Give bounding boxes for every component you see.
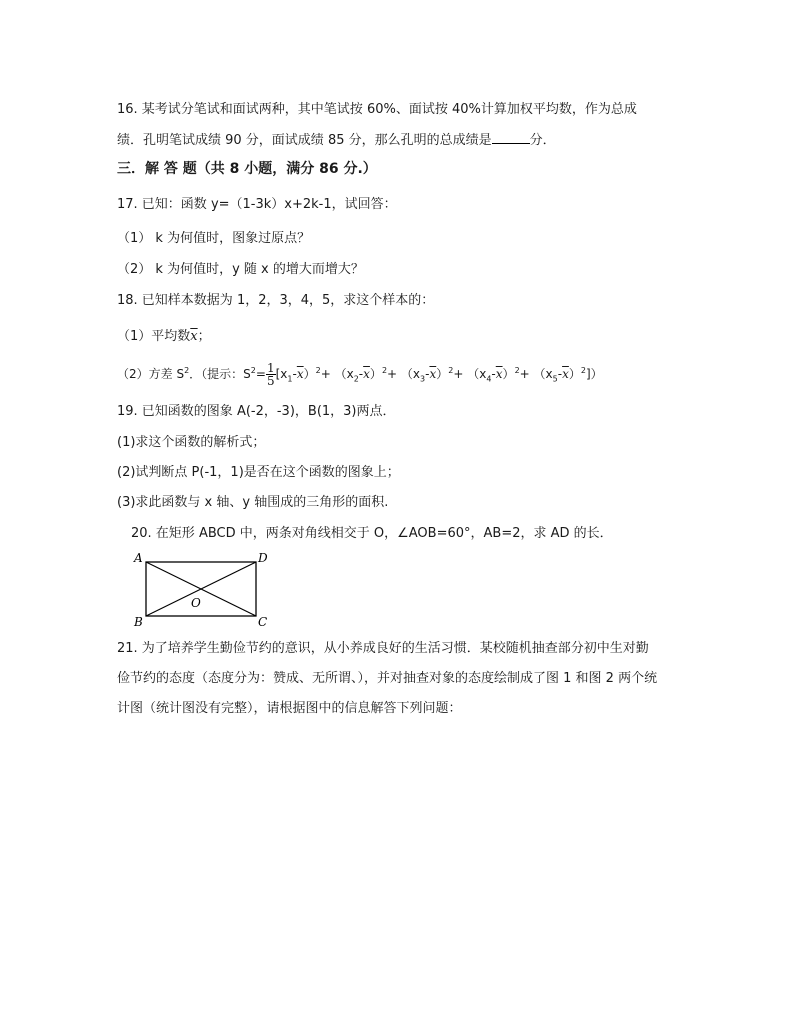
q21-line3: 计图（统计图没有完整），请根据图中的信息解答下列问题： (117, 701, 462, 716)
term-2: $(x_2-\overline{x})^2+$ (334, 366, 401, 384)
q19-part1: (1)求这个函数的解析式； (117, 435, 266, 450)
q18-part2: （2）方差 $S^2$．（提示：$S^2=$ $\frac{1}{5}$ $[x_1-\overline{x})^2+ (x_2-\overline{x})^2+ (x_3-\overline{x})^2+ (x_4-\overline{x})^2+ (x_5-\overline{x})^2$]） (117, 361, 603, 388)
q17-part1: （1） k 为何值时，图象过原点？ (117, 231, 311, 246)
label-d: D (258, 551, 268, 565)
q18-part1-label: （1）平均数 (117, 329, 191, 344)
q16-line2-end: 分． (529, 133, 556, 148)
q18-part1 (117, 328, 211, 346)
frac-num: 1 (266, 361, 275, 375)
q18-stem: 18. 已知样本数据为 1，2，3，4，5，求这个样本的： (117, 293, 435, 308)
answer-blank (492, 131, 530, 144)
q21-line1: 21. 为了培养学生勤俭节约的意识，从小养成良好的生活习惯．某校随机抽查部分初中生对勤 (117, 641, 649, 656)
term-5: $(x_5-\overline{x})^2$ (533, 366, 586, 384)
q18-eq: = (255, 367, 266, 381)
label-c: C (258, 615, 268, 629)
q20-stem: 20. 在矩形 ABCD 中，两条对角线相交于 O，∠AOB=60°，AB=2，求 AD 的长． (131, 526, 613, 541)
label-b: B (134, 615, 143, 629)
q16-line1: 16. 某考试分笔试和面试两种，其中笔试按 60%、面试按 40%计算加权平均数，作为总成 (117, 102, 637, 117)
q18-part2-label: （2）方差 S (117, 367, 185, 381)
term-4: $(x_4-\overline{x})^2+$ (467, 366, 534, 384)
q18-close: ]） (585, 367, 603, 381)
term-3: $(x_3-\overline{x})^2+$ (400, 366, 468, 384)
q19-part3: (3)求此函数与 x 轴、y 轴围成的三角形的面积. (117, 495, 389, 510)
q17-stem: 17. 已知：函数 y=（1-3k）x+2k-1，试回答： (117, 197, 397, 212)
q17-part2: （2） k 为何值时，y 随 x 的增大而增大？ (117, 262, 364, 277)
label-o: O (191, 596, 201, 610)
rectangle-figure (130, 550, 270, 630)
q21-line2: 俭节约的态度（态度分为：赞成、无所谓、），并对抽查对象的态度绘制成了图 1 和图 2 两个统 (117, 671, 658, 686)
fraction-one-fifth (266, 362, 276, 387)
label-a: A (134, 551, 143, 565)
term-1: $[x_1-\overline{x})^2+$ (275, 366, 335, 384)
section-heading: 三．解 答 题（共 8 小题，满分 86 分.） (117, 161, 377, 177)
q19-stem: 19. 已知函数的图象 A(-2，-3)，B(1，3)两点． (117, 404, 396, 419)
xbar-symbol: $\overline{x}$ (190, 329, 198, 344)
q16-line2 (117, 131, 556, 150)
q18-part1-end: ； (197, 329, 211, 344)
q16-line2-text: 绩．孔明笔试成绩 90 分，面试成绩 85 分，那么孔明的总成绩是 (117, 133, 492, 148)
q18-part2-hint: ．（提示：S (189, 367, 251, 381)
q19-part2: (2)试判断点 P(-1，1)是否在这个函数的图象上； (117, 465, 400, 480)
frac-den: 5 (266, 374, 275, 388)
